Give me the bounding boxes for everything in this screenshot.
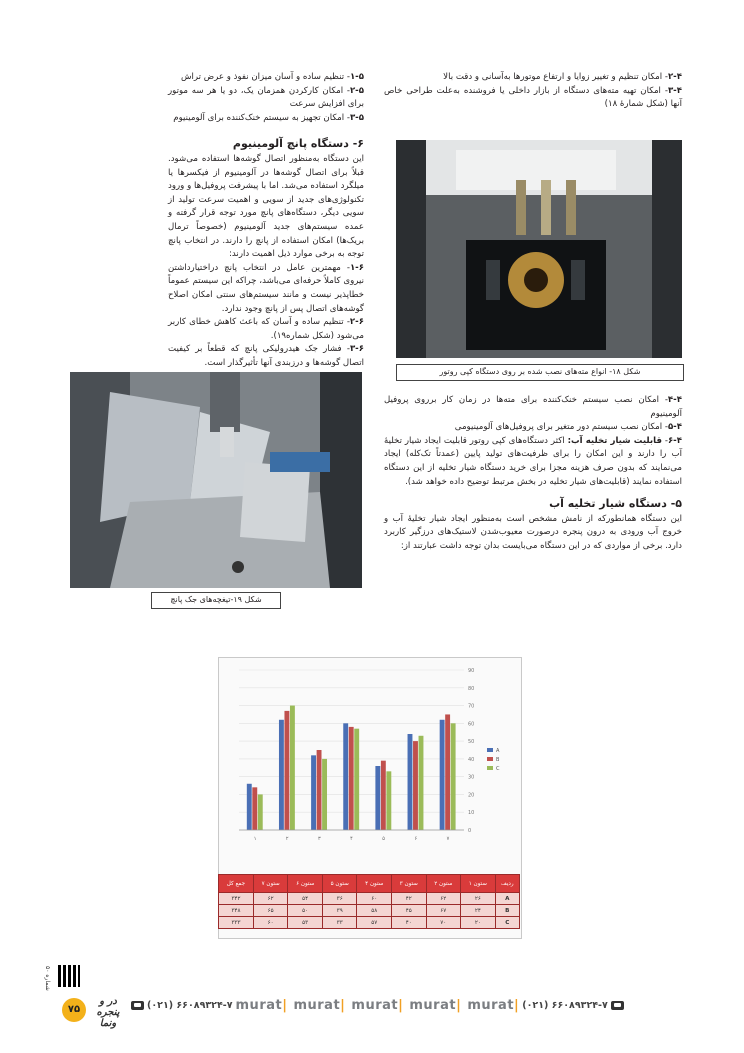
y-tick-label: 70 [468, 703, 475, 710]
bar [445, 714, 450, 830]
table-cell: ۵۷ [357, 917, 392, 929]
x-tick-label: ۴ [350, 836, 353, 842]
bar [343, 723, 348, 830]
list-item: ۲-۶- تنظیم ساده و آسان که باعث کاهش خطای کاربر می‌شود (شکل شماره۱۹). [168, 317, 364, 341]
table-cell: ۲۶ [461, 893, 496, 905]
y-tick-label: 50 [468, 739, 475, 746]
y-tick-label: 20 [468, 792, 475, 799]
x-tick-label: ۷ [446, 836, 450, 842]
list-item: ۳-۴- امکان تهیه مته‌های دستگاه از بازار داخلی یا فروشنده به‌علت طراحی خاص آنها (شکل شمارهٔ ۱۸) [384, 85, 682, 110]
table-cell: ۳۴۸ [219, 905, 254, 917]
x-tick-label: ۶ [414, 836, 418, 842]
table-header-cell: ستون ۶ [288, 875, 323, 893]
issue-label: شماره ۵۰ [44, 966, 51, 991]
x-tick-label: ۵ [382, 836, 385, 842]
bar [408, 734, 413, 830]
data-table [218, 874, 520, 929]
bar [258, 794, 263, 830]
figure-18-photo [396, 140, 682, 358]
table-cell: ۳۶ [322, 893, 357, 905]
right-column-body [384, 394, 682, 554]
y-tick-label: 80 [468, 685, 475, 692]
table-cell: ۲۰ [461, 917, 496, 929]
table-cell: ۶۰ [253, 917, 288, 929]
figure-19-photo [70, 372, 362, 588]
brand-logo: murat| [409, 997, 462, 1013]
table-header-cell: ستون ۲ [426, 875, 461, 893]
y-tick-label: 10 [468, 810, 475, 817]
table-cell: ۵۰ [288, 905, 323, 917]
legend-label: B [496, 757, 500, 763]
table-row [219, 917, 520, 929]
bar [279, 720, 284, 830]
section-heading: ۶- دستگاه پانچ آلومینیوم [232, 137, 364, 151]
table-header-cell: ستون ۴ [357, 875, 392, 893]
table-cell: ۶۵ [253, 905, 288, 917]
bar [386, 771, 391, 830]
table-cell: C [495, 917, 519, 929]
list-item: ۳-۵- امکان تجهیز به سیستم خنک‌کننده برای آلومینیوم [173, 112, 364, 123]
phone-icon [131, 1001, 144, 1010]
bar [290, 706, 295, 830]
bar [317, 750, 322, 830]
paragraph: این دستگاه همانطورکه از نامش مشخص است به‌منظور ایجاد شیار تخلیهٔ آب و خروج آب ورودی به درون پنجره درصورت معیوب‌شدن لاستیک‌های درزگیر کاربرد دارد. برخی از مواردی که در این دستگاه می‌بایست بدان توجه داشت عبارتند از: [384, 513, 682, 551]
page-number: ۷۵ [62, 998, 86, 1022]
bar [440, 720, 445, 830]
table-cell: ۲۴ [461, 905, 496, 917]
x-tick-label: ۳ [318, 836, 321, 842]
brand-logo: murat| [235, 997, 288, 1013]
bar [247, 784, 252, 830]
table-row [219, 905, 520, 917]
table-header-cell: ستون ۱ [461, 875, 496, 893]
x-tick-label: ۲ [285, 836, 289, 842]
table-cell: ۵۴ [288, 893, 323, 905]
table-cell: ۶۰ [357, 893, 392, 905]
bar [349, 727, 354, 830]
table-header-cell: ستون ۵ [322, 875, 357, 893]
table-cell: ۴۰ [392, 917, 427, 929]
table-row [219, 893, 520, 905]
table-header-cell: جمع کل [219, 875, 254, 893]
publication-logo: در و پنجره ونما [96, 996, 120, 1029]
table-cell: ۳۴۲ [219, 893, 254, 905]
legend-swatch [487, 757, 493, 761]
qr-code-icon [58, 965, 80, 987]
table-cell: ۶۲ [253, 893, 288, 905]
paragraph: این دستگاه به‌منظور اتصال گوشه‌ها استفاده می‌شود. قبلاً برای اتصال گوشه‌ها در آلومینیوم از فیکسرها یا میلگرد استفاده می‌شد. اما با پیشرفت پروفیل‌ها و ورود تکنولوژی‌های جدید از سویی و اهمیت سرعت تولید از سویی دیگر، دستگاه‌های پانچ مورد توجه قرار گرفته و عمده سیستم‌های جدید آلومینیوم (خصوصاً ترمال بریک‌ها) امکان استفاده از پانچ را دارند. در انتخاب پانچ توجه به برخی موارد ذیل اهمیت دارند: [168, 153, 364, 260]
bar [284, 711, 289, 830]
table-cell: ۵۸ [357, 905, 392, 917]
table-cell: A [495, 893, 519, 905]
table-cell: ۴۵ [392, 905, 427, 917]
figure-19-caption: شکل ۱۹-تیغچه‌های جک پانچ [151, 592, 281, 609]
brand-logo: murat| [467, 997, 520, 1013]
router-drill-illustration [396, 140, 682, 358]
table-header-row [219, 875, 520, 893]
bar [252, 787, 257, 830]
bar-chart-svg [219, 658, 521, 873]
list-item: ۵-۴- امکان نصب سیستم دور متغیر برای پروفیل‌های آلومینیومی [454, 422, 682, 433]
punch-machine-illustration [70, 372, 362, 588]
bar [375, 766, 380, 830]
list-item: ۲-۵- امکان کارکردن همزمان یک، دو یا هر سه موتور برای افزایش سرعت [168, 85, 364, 110]
table-cell: ۴۲ [392, 893, 427, 905]
table-cell: ۵۳ [288, 917, 323, 929]
table-cell: ۳۳۳ [219, 917, 254, 929]
bar [354, 729, 359, 830]
table-cell: ۳۳ [322, 917, 357, 929]
footer-phone: (۰۲۱) ۶۶۰۸۹۳۲۴-۷ [522, 999, 608, 1011]
bar [419, 736, 424, 830]
list-item: ۳-۶- فشار جک هیدرولیکی پانچ که قطعاً بر کیفیت اتصال گوشه‌ها و درزبندی آنها تأثیرگذار است. [168, 344, 364, 368]
footer-phone: (۰۲۱) ۶۶۰۸۹۳۲۴-۷ [147, 999, 233, 1011]
y-tick-label: 30 [468, 774, 475, 781]
list-item: ۶-۴- قابلیت شیار تخلیه آب: اکثر دستگاه‌های کپی روتور قابلیت ایجاد شیار تخلیهٔ آب را دارند و این امکان را برای ظرفیت‌های تولید پایین (عمدتاً تک‌کله) ایجاد می‌نمایند که بدون صرف هزینه مجزا برای خرید دستگاه شیار تخلیه از این دستگاه استفاده نمایند (قابلیت‌های شیار تخلیه در بخش مرتبط توضیح داده خواهد شد). [384, 435, 682, 487]
brand-logo: murat| [351, 997, 404, 1013]
table-cell: ۶۲ [426, 893, 461, 905]
table-header-cell: ردیف [495, 875, 519, 893]
table-body [219, 893, 520, 929]
footer-bar [128, 995, 688, 1015]
legend-label: C [496, 766, 500, 772]
y-tick-label: 40 [468, 756, 475, 763]
table-header-cell: ستون ۳ [392, 875, 427, 893]
legend-swatch [487, 766, 493, 770]
right-column-top [384, 71, 682, 112]
section-heading: ۵- دستگاه شیار تخلیه آب [549, 497, 682, 511]
bar [322, 759, 327, 830]
list-item: ۱-۶- مهمترین عامل در انتخاب پانچ دراختیارداشتن نیروی کاملاً حرفه‌ای می‌باشد، چراکه این سیستم عموماً خطاپذیر نیست و مانند سیستم‌های سنتی امکان اصلاح گوشه‌های اتصال پس از پانچ وجود ندارد. [168, 262, 364, 314]
brand-logo: murat| [293, 997, 346, 1013]
list-item: ۱-۵- تنظیم ساده و آسان میزان نفوذ و عرض تراش [181, 72, 364, 82]
bar [311, 755, 316, 830]
figure-18-caption: شکل ۱۸- انواع مته‌های نصب شده بر روی دستگاه کپی روتور [396, 364, 684, 381]
list-item: ۲-۴- امکان تنظیم و تغییر زوایا و ارتفاع موتورها به‌آسانی و دقت بالا [443, 72, 682, 82]
left-column [168, 71, 364, 370]
table-cell: ۶۷ [426, 905, 461, 917]
y-tick-label: 60 [468, 721, 475, 728]
x-tick-label: ۱ [253, 836, 257, 842]
y-tick-label: 90 [468, 668, 475, 674]
table-cell: ۳۹ [322, 905, 357, 917]
table-cell: ۷۰ [426, 917, 461, 929]
phone-icon [611, 1001, 624, 1010]
list-item: ۴-۴- امکان نصب سیستم خنک‌کننده برای مته‌ها در زمان کار برروی پروفیل آلومینیوم [384, 395, 682, 419]
table-header-cell: ستون ۷ [253, 875, 288, 893]
y-tick-label: 0 [468, 828, 472, 834]
legend-label: A [496, 748, 500, 754]
table-cell: B [495, 905, 519, 917]
bar [451, 723, 456, 830]
legend-swatch [487, 748, 493, 752]
bar [413, 741, 418, 830]
bar [381, 761, 386, 830]
